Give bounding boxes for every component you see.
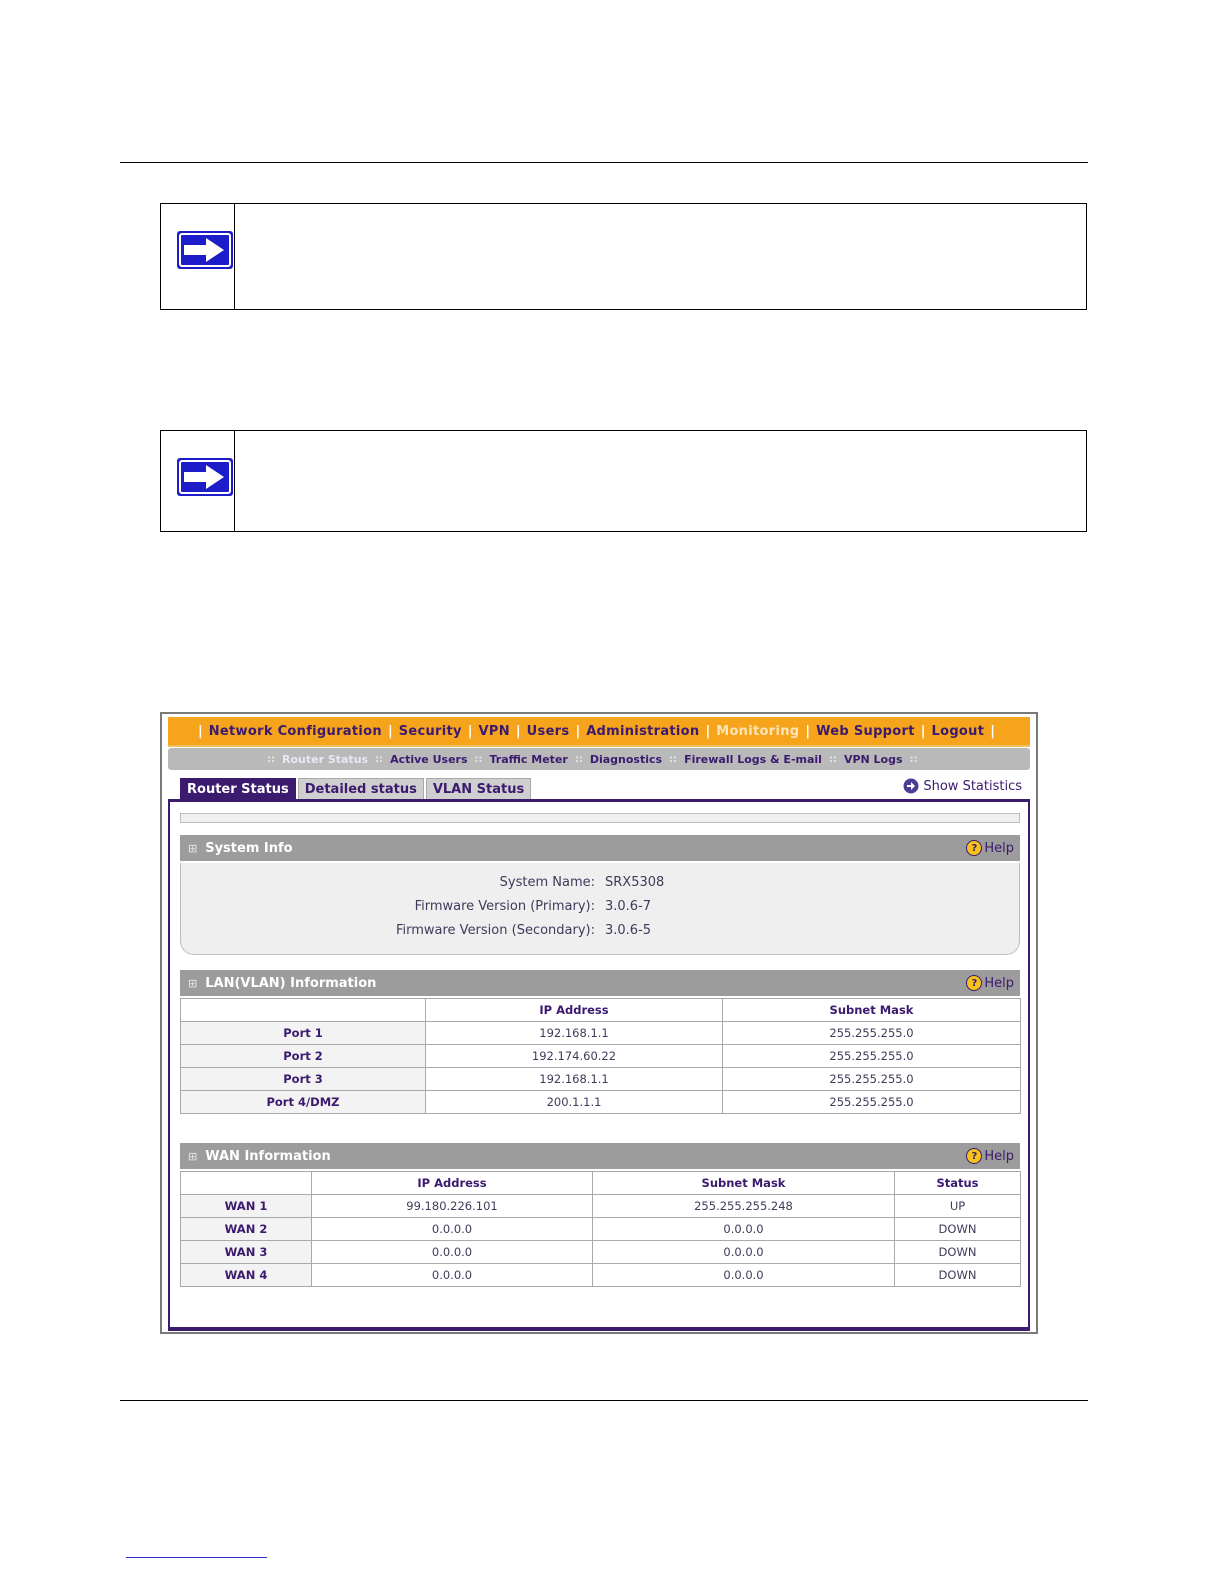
menu-administration[interactable]: Administration	[586, 723, 700, 739]
lan-table	[180, 998, 1021, 1114]
arrow-circle-icon	[903, 778, 919, 794]
submenu-vpn-logs[interactable]: VPN Logs	[843, 752, 903, 766]
menu-network-configuration[interactable]: Network Configuration	[208, 723, 382, 739]
submenu-active-users[interactable]: Active Users	[390, 752, 468, 766]
help-icon: ?	[966, 975, 982, 991]
table-row: WAN 1 99.180.226.101 255.255.255.248 UP	[181, 1195, 1021, 1218]
system-info-title: System Info	[205, 840, 293, 856]
note-box-2	[160, 430, 1087, 532]
note-arrow-icon	[176, 230, 234, 270]
help-icon: ?	[966, 840, 982, 856]
grid-icon: ⊞	[188, 976, 198, 990]
wan-info-header	[180, 1143, 1020, 1169]
note-arrow-icon	[176, 457, 234, 497]
firmware-secondary-row: Firmware Version (Secondary): 3.0.6-5	[395, 923, 652, 938]
help-link-lan[interactable]: ? Help	[966, 975, 1014, 991]
menu-monitoring[interactable]: Monitoring	[716, 723, 800, 739]
system-info-panel	[180, 863, 1020, 955]
table-row: Port 2 192.174.60.22 255.255.255.0	[181, 1045, 1021, 1068]
help-link-wan[interactable]: ? Help	[966, 1148, 1014, 1164]
header-rule	[120, 162, 1088, 163]
menu-logout[interactable]: Logout	[931, 723, 985, 739]
tab-router-status[interactable]: Router Status	[180, 778, 296, 801]
table-row: Port 1 192.168.1.1 255.255.255.0	[181, 1022, 1021, 1045]
submenu-router-status[interactable]: Router Status	[282, 752, 369, 766]
wan-info-title: WAN Information	[205, 1148, 331, 1164]
help-icon: ?	[966, 1148, 982, 1164]
lan-info-header	[180, 970, 1020, 996]
system-info-header	[180, 835, 1020, 861]
system-name-row: System Name: SRX5308	[499, 875, 665, 890]
wan-table	[180, 1171, 1021, 1287]
submenu-traffic-meter[interactable]: Traffic Meter	[489, 752, 568, 766]
tab-detailed-status[interactable]: Detailed status	[298, 778, 424, 801]
table-row: Port 3 192.168.1.1 255.255.255.0	[181, 1068, 1021, 1091]
menu-security[interactable]: Security	[398, 723, 462, 739]
menu-vpn[interactable]: VPN	[478, 723, 510, 739]
firmware-primary-row: Firmware Version (Primary): 3.0.6-7	[414, 899, 652, 914]
status-bar	[180, 813, 1020, 823]
wan-header-row: IP Address Subnet Mask Status	[181, 1172, 1021, 1195]
lan-info-title: LAN(VLAN) Information	[205, 975, 377, 991]
help-link-system-info[interactable]: ? Help	[966, 840, 1014, 856]
table-row: WAN 3 0.0.0.0 0.0.0.0 DOWN	[181, 1241, 1021, 1264]
grid-icon: ⊞	[188, 841, 198, 855]
show-statistics-link[interactable]	[903, 778, 1022, 794]
footer-rule	[120, 1400, 1088, 1401]
router-status-screenshot	[160, 712, 1038, 1334]
tab-vlan-status[interactable]: VLAN Status	[426, 778, 531, 801]
submenu-diagnostics[interactable]: Diagnostics	[589, 752, 663, 766]
note-box-1	[160, 203, 1087, 310]
table-row: WAN 2 0.0.0.0 0.0.0.0 DOWN	[181, 1218, 1021, 1241]
show-statistics-label: Show Statistics	[923, 778, 1022, 794]
main-menu: | Network Configuration | Security | VPN | Users | Administration | Monitoring | Web Support | Logout |	[168, 717, 1030, 747]
footer-link-underline[interactable]	[126, 1557, 267, 1558]
menu-users[interactable]: Users	[526, 723, 570, 739]
lan-header-row: IP Address Subnet Mask	[181, 999, 1021, 1022]
menu-web-support[interactable]: Web Support	[816, 723, 915, 739]
grid-icon: ⊞	[188, 1149, 198, 1163]
sub-menu: :: Router Status :: Active Users :: Traffic Meter :: Diagnostics :: Firewall Logs & E-mail :: VPN Logs ::	[168, 748, 1030, 770]
tab-bar	[180, 778, 531, 800]
submenu-firewall-logs[interactable]: Firewall Logs & E-mail	[684, 752, 822, 766]
table-row: Port 4/DMZ 200.1.1.1 255.255.255.0	[181, 1091, 1021, 1114]
table-row: WAN 4 0.0.0.0 0.0.0.0 DOWN	[181, 1264, 1021, 1287]
